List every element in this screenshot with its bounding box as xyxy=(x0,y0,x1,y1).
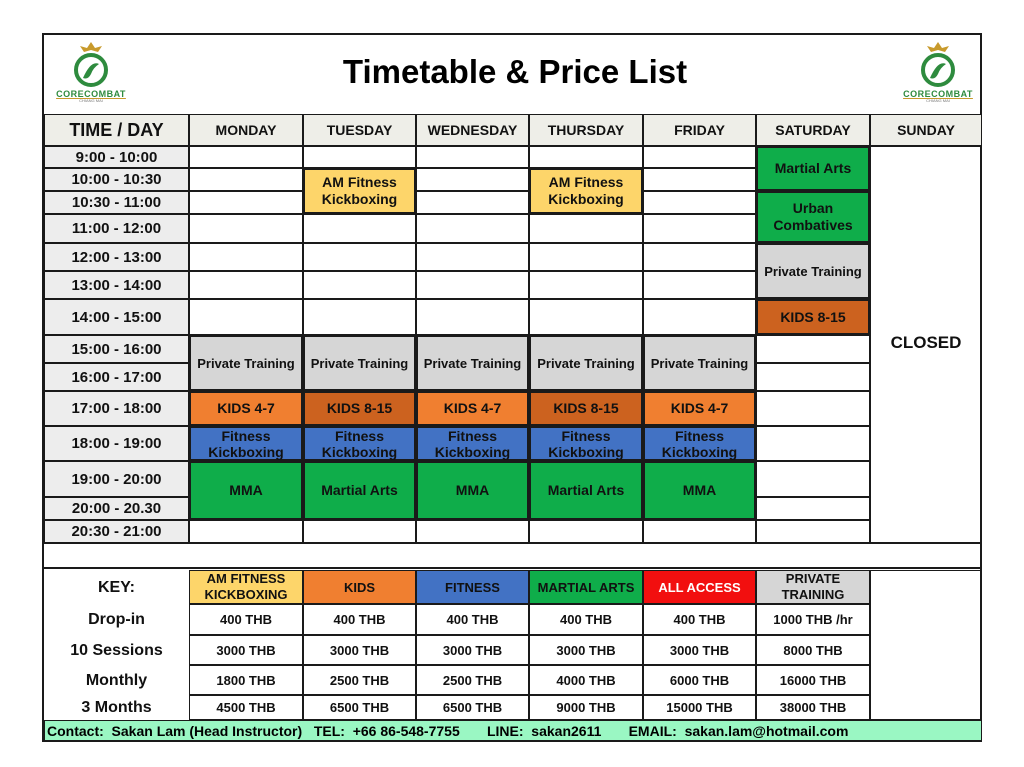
class-kids-4-7-monday: KIDS 4-7 xyxy=(189,391,303,426)
price-cell: 6500 THB xyxy=(303,695,416,720)
time-slot: 12:00 - 13:00 xyxy=(44,243,189,271)
class-fitness-kickboxing-friday: Fitness Kickboxing xyxy=(643,426,756,461)
class-mma-wednesday: MMA xyxy=(416,461,529,520)
corecombat-logo-icon xyxy=(915,38,961,90)
class-am-fitness-thursday: AM Fitness Kickboxing xyxy=(529,168,643,214)
time-slot: 11:00 - 12:00 xyxy=(44,214,189,243)
price-cell: 16000 THB xyxy=(756,665,870,695)
empty-cell xyxy=(189,299,303,335)
price-cell: 4500 THB xyxy=(189,695,303,720)
time-slot: 9:00 - 10:00 xyxy=(44,146,189,168)
time-slot: 19:00 - 20:00 xyxy=(44,461,189,497)
price-cell: 38000 THB xyxy=(756,695,870,720)
empty-cell xyxy=(416,520,529,543)
empty-cell xyxy=(189,168,303,191)
empty-cell xyxy=(416,271,529,299)
empty-cell xyxy=(303,243,416,271)
class-fitness-kickboxing-wednesday: Fitness Kickboxing xyxy=(416,426,529,461)
empty-cell xyxy=(643,146,756,168)
price-cell: 4000 THB xyxy=(529,665,643,695)
header-corner: TIME / DAY xyxy=(44,114,189,146)
spacer-row xyxy=(44,543,982,569)
empty-cell xyxy=(303,520,416,543)
price-row-label: 10 Sessions xyxy=(70,641,163,659)
empty-cell xyxy=(643,243,756,271)
logo-text: CORECOMBAT xyxy=(56,89,126,99)
empty-cell xyxy=(756,461,870,497)
price-row-label: 3 Months xyxy=(81,699,152,716)
time-slot: 20:00 - 20.30 xyxy=(44,497,189,520)
price-cell: 400 THB xyxy=(416,604,529,635)
empty-cell xyxy=(189,191,303,214)
empty-cell xyxy=(756,426,870,461)
price-cell: 1800 THB xyxy=(189,665,303,695)
class-kids-4-7-friday: KIDS 4-7 xyxy=(643,391,756,426)
class-fitness-kickboxing-monday: Fitness Kickboxing xyxy=(189,426,303,461)
empty-cell xyxy=(303,271,416,299)
class-private-training-saturday: Private Training xyxy=(756,243,870,299)
time-slot: 20:30 - 21:00 xyxy=(44,520,189,543)
header-day-sunday: SUNDAY xyxy=(870,114,982,146)
price-row-label: Monthly xyxy=(85,671,148,689)
empty-cell xyxy=(643,168,756,191)
price-cell: 8000 THB xyxy=(756,635,870,665)
empty-cell xyxy=(303,146,416,168)
class-martial-arts-saturday: Martial Arts xyxy=(756,146,870,191)
logo-text: CORECOMBAT xyxy=(903,89,973,99)
empty-cell xyxy=(756,363,870,391)
empty-cell xyxy=(529,271,643,299)
key-label: KEY: xyxy=(97,578,136,596)
empty-cell xyxy=(416,191,529,214)
class-martial-arts-thursday: Martial Arts xyxy=(529,461,643,520)
contact-footer: Contact: Sakan Lam (Head Instructor) TEL: +66 86-548-7755 LINE: sakan2611 EMAIL: sakan.lam@hotmail.com xyxy=(44,720,982,741)
time-slot: 16:00 - 17:00 xyxy=(44,363,189,391)
empty-cell xyxy=(529,146,643,168)
header-day-monday: MONDAY xyxy=(189,114,303,146)
price-cell: 6000 THB xyxy=(643,665,756,695)
header-day-wednesday: WEDNESDAY xyxy=(416,114,529,146)
class-private-training-monday: Private Training xyxy=(189,335,303,391)
class-kids-8-15-tuesday: KIDS 8-15 xyxy=(303,391,416,426)
price-cell: 9000 THB xyxy=(529,695,643,720)
empty-cell xyxy=(643,299,756,335)
key-category-am-fitness: AM FITNESS KICKBOXING xyxy=(189,570,303,604)
class-martial-arts-tuesday: Martial Arts xyxy=(303,461,416,520)
empty-cell xyxy=(189,271,303,299)
class-fitness-kickboxing-tuesday: Fitness Kickboxing xyxy=(303,426,416,461)
sunday-closed: CLOSED xyxy=(870,146,982,543)
logo-subtext: CHIANG MAI xyxy=(79,98,103,103)
price-cell: 1000 THB /hr xyxy=(756,604,870,635)
empty-cell xyxy=(416,168,529,191)
key-category-fitness: FITNESS xyxy=(416,570,529,604)
key-category-all-access: ALL ACCESS xyxy=(643,570,756,604)
price-row-label: Drop-in xyxy=(88,611,145,628)
logo-subtext: CHIANG MAI xyxy=(926,98,950,103)
time-slot: 10:00 - 10:30 xyxy=(44,168,189,191)
key-category-private-training: PRIVATE TRAINING xyxy=(756,570,870,604)
price-cell: 400 THB xyxy=(529,604,643,635)
class-kids-8-15-thursday: KIDS 8-15 xyxy=(529,391,643,426)
price-cell: 3000 THB xyxy=(416,635,529,665)
empty-cell xyxy=(756,497,870,520)
empty-cell xyxy=(416,243,529,271)
price-cell: 400 THB xyxy=(643,604,756,635)
class-am-fitness-tuesday: AM Fitness Kickboxing xyxy=(303,168,416,214)
empty-cell xyxy=(756,335,870,363)
class-private-training-wednesday: Private Training xyxy=(416,335,529,391)
class-kids-8-15-saturday: KIDS 8-15 xyxy=(756,299,870,335)
time-slot: 13:00 - 14:00 xyxy=(44,271,189,299)
header-day-saturday: SATURDAY xyxy=(756,114,870,146)
key-category-kids: KIDS xyxy=(303,570,416,604)
header-day-friday: FRIDAY xyxy=(643,114,756,146)
class-mma-friday: MMA xyxy=(643,461,756,520)
class-private-training-friday: Private Training xyxy=(643,335,756,391)
price-cell: 2500 THB xyxy=(416,665,529,695)
empty-cell xyxy=(529,299,643,335)
empty-cell xyxy=(189,520,303,543)
time-slot: 17:00 - 18:00 xyxy=(44,391,189,426)
empty-cell xyxy=(189,214,303,243)
empty-cell xyxy=(643,191,756,214)
price-cell: 3000 THB xyxy=(643,635,756,665)
empty-cell xyxy=(416,146,529,168)
class-urban-combatives-saturday: Urban Combatives xyxy=(756,191,870,243)
empty-cell xyxy=(189,146,303,168)
price-cell: 15000 THB xyxy=(643,695,756,720)
logo-left xyxy=(46,38,136,110)
empty-cell xyxy=(643,271,756,299)
price-cell: 3000 THB xyxy=(303,635,416,665)
empty-cell xyxy=(756,520,870,543)
time-slot: 10:30 - 11:00 xyxy=(44,191,189,214)
empty-cell xyxy=(643,214,756,243)
logo-right xyxy=(893,38,983,110)
class-fitness-kickboxing-thursday: Fitness Kickboxing xyxy=(529,426,643,461)
time-slot: 15:00 - 16:00 xyxy=(44,335,189,363)
empty-cell xyxy=(416,214,529,243)
empty-cell xyxy=(529,243,643,271)
class-private-training-thursday: Private Training xyxy=(529,335,643,391)
empty-cell xyxy=(756,391,870,426)
corecombat-logo-icon xyxy=(68,38,114,90)
price-cell: 400 THB xyxy=(189,604,303,635)
class-mma-monday: MMA xyxy=(189,461,303,520)
time-slot: 18:00 - 19:00 xyxy=(44,426,189,461)
page-title: Timetable & Price List xyxy=(342,53,688,90)
empty-cell xyxy=(643,520,756,543)
header-day-thursday: THURSDAY xyxy=(529,114,643,146)
price-cell: 3000 THB xyxy=(189,635,303,665)
header-day-tuesday: TUESDAY xyxy=(303,114,416,146)
empty-cell xyxy=(870,570,982,720)
class-private-training-tuesday: Private Training xyxy=(303,335,416,391)
empty-cell xyxy=(303,299,416,335)
price-cell: 6500 THB xyxy=(416,695,529,720)
class-kids-4-7-wednesday: KIDS 4-7 xyxy=(416,391,529,426)
price-cell: 3000 THB xyxy=(529,635,643,665)
empty-cell xyxy=(416,299,529,335)
price-cell: 400 THB xyxy=(303,604,416,635)
price-cell: 2500 THB xyxy=(303,665,416,695)
empty-cell xyxy=(303,214,416,243)
key-category-martial-arts: MARTIAL ARTS xyxy=(529,570,643,604)
time-slot: 14:00 - 15:00 xyxy=(44,299,189,335)
empty-cell xyxy=(529,214,643,243)
empty-cell xyxy=(189,243,303,271)
empty-cell xyxy=(529,520,643,543)
